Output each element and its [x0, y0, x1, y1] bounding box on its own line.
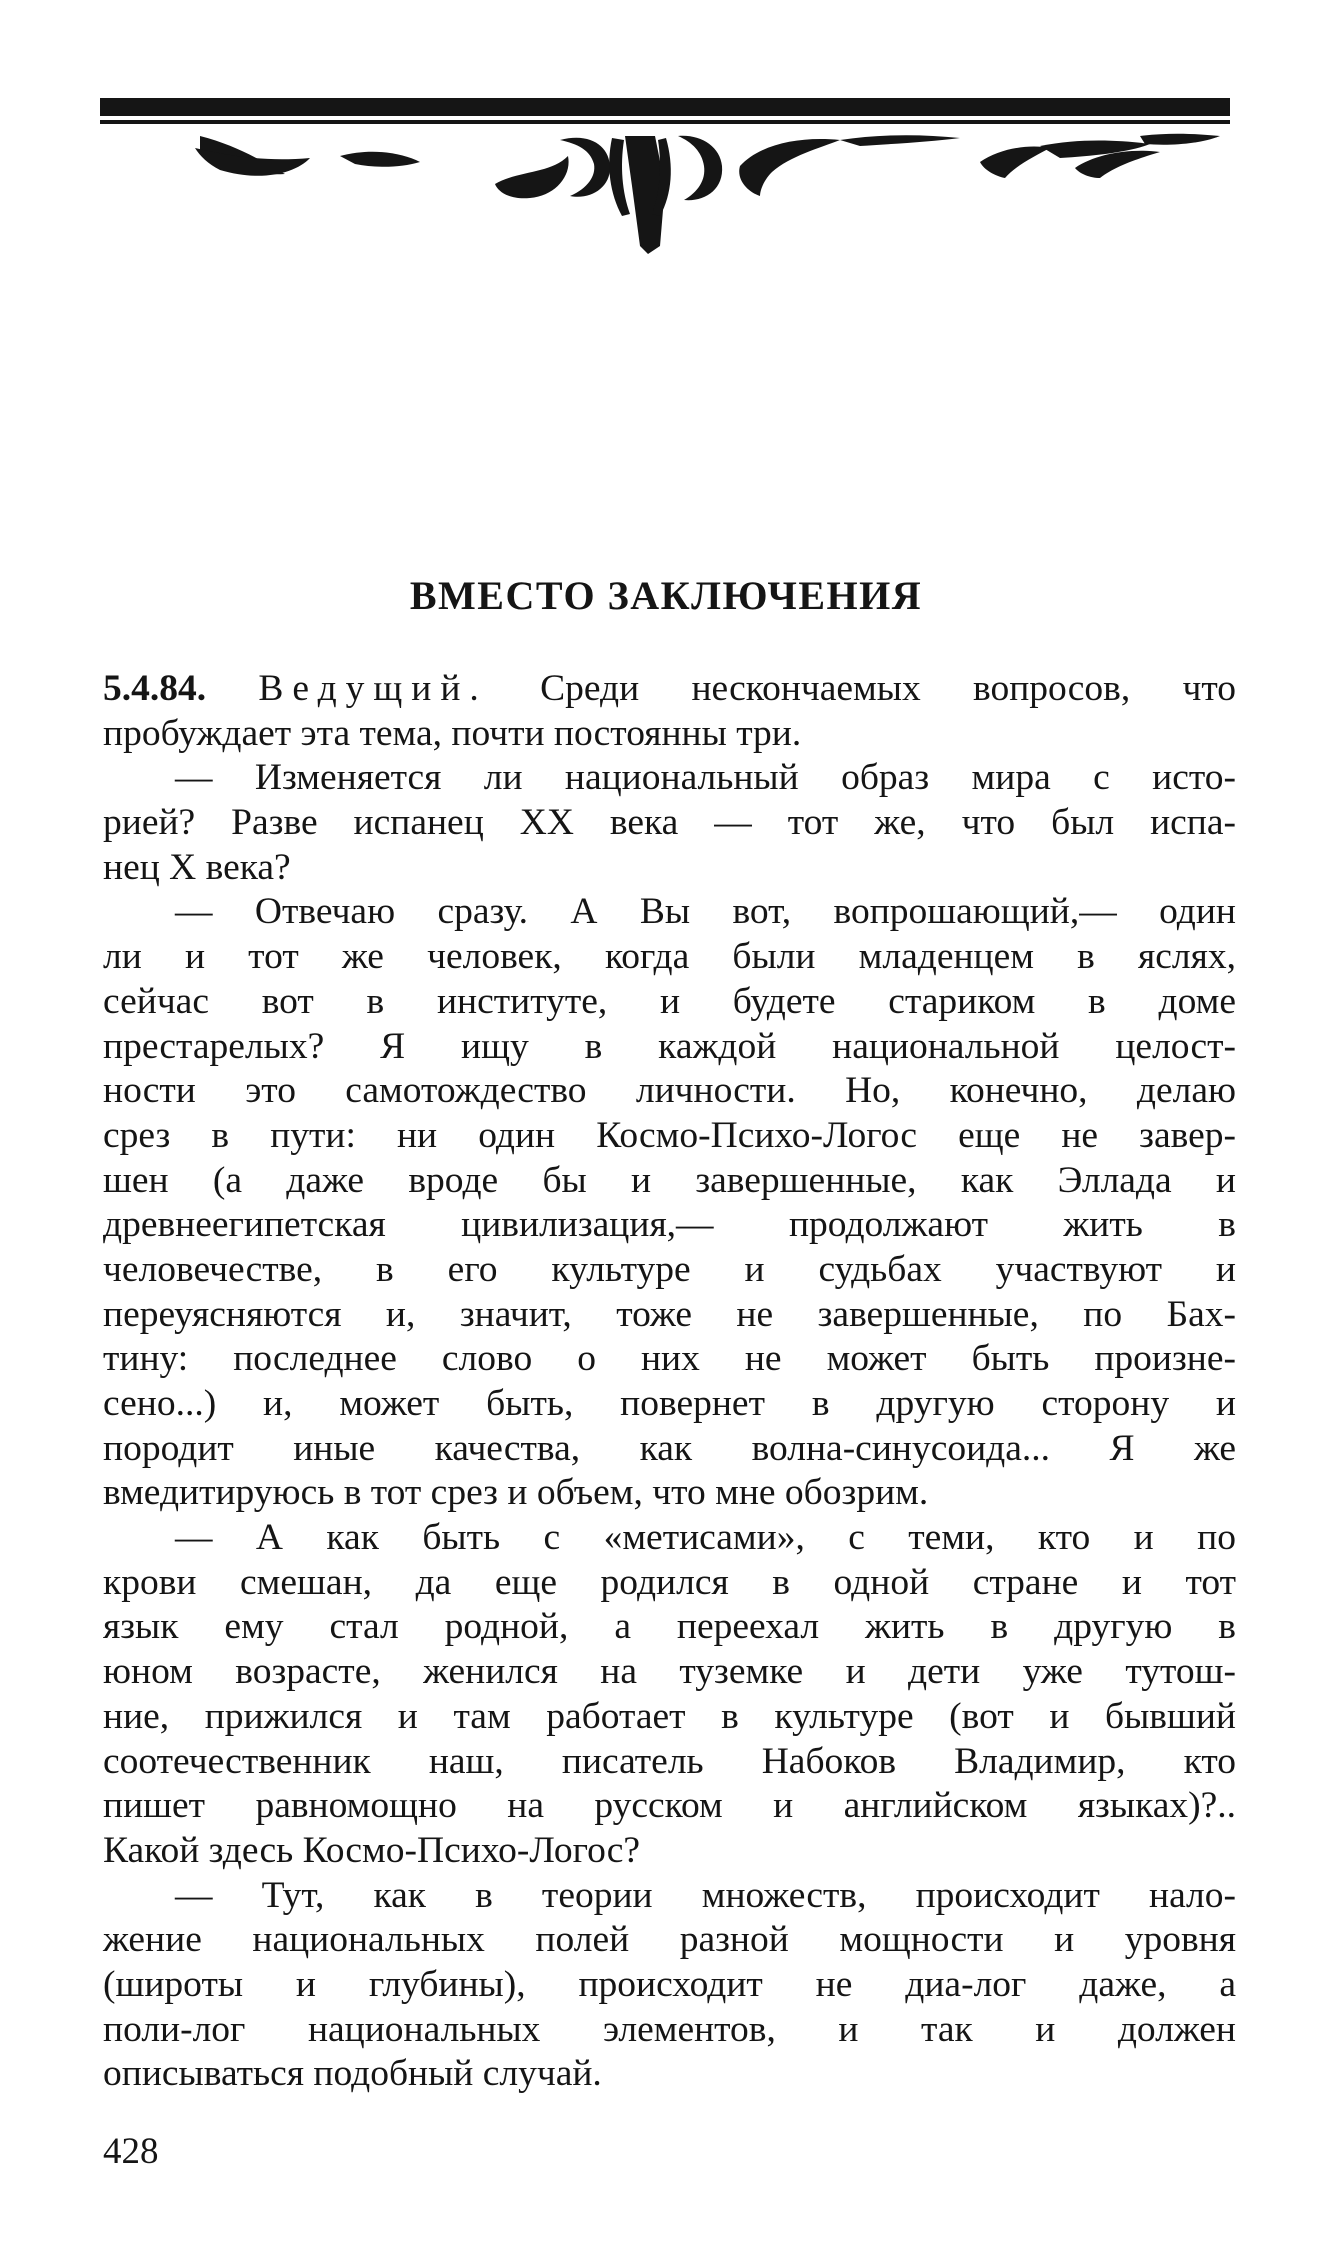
text-line: жение национальных полей разной мощности и уровня: [103, 1919, 1236, 1961]
text-line: соотечественник наш, писатель Набоков Владимир, кто: [103, 1740, 1236, 1782]
text-line: тину: последнее слово о них не может быть произне-: [103, 1338, 1236, 1380]
chapter-title: ВМЕСТО ЗАКЛЮЧЕНИЯ: [409, 573, 923, 618]
text-line: сейчас вот в институте, и будете стариком в доме: [103, 980, 1236, 1022]
text-line: юном возрасте, женился на туземке и дети уже тутош-: [103, 1651, 1236, 1693]
body-text: [103, 667, 1236, 2097]
text-line: Какой здесь Космо-Психо-Логос?: [103, 1829, 641, 1871]
text-line: древнеегипетская цивилизация,— продолжают жить в: [103, 1204, 1236, 1246]
entry-date: 5.4.84.: [103, 668, 207, 709]
text-line: переуясняются и, значит, тоже не завершенные, по Бах-: [103, 1293, 1236, 1335]
text-line: описываться подобный случай.: [103, 2053, 602, 2095]
text-line: (широты и глубины), происходит не диа-лог даже, а: [103, 1963, 1236, 2005]
text-line: язык ему стал родной, а переехал жить в другую в: [103, 1606, 1236, 1648]
page-number: 428: [103, 2131, 159, 2172]
text-line: ли и тот же человек, когда были младенцем в яслях,: [103, 936, 1236, 978]
text-line: — А как быть с «метисами», с теми, кто и по: [175, 1517, 1236, 1559]
ornamental-headpiece: [100, 96, 1230, 256]
text-line: — Изменяется ли национальный образ мира с исто-: [175, 757, 1236, 799]
text-line: поли-лог национальных элементов, и так и должен: [103, 2008, 1236, 2050]
text-line: вмедитируюсь в тот срез и объем, что мне обозрим.: [103, 1472, 929, 1514]
text-line: ние, прижился и там работает в культуре (вот и бывший: [103, 1695, 1236, 1737]
text-line: крови смешан, да еще родился в одной стране и тот: [103, 1561, 1236, 1603]
text-line: ности это самотождество личности. Но, конечно, делаю: [103, 1070, 1236, 1112]
text-line: пишет равномощно на русском и английском языках)?..: [103, 1785, 1236, 1827]
text-line: сено...) и, может быть, повернет в другую сторону и: [103, 1383, 1236, 1424]
text-line: нец X века?: [103, 846, 291, 888]
text-line: срез в пути: ни один Космо-Психо-Логос еще не завер-: [103, 1114, 1236, 1156]
speaker-label: Ведущий.: [258, 668, 488, 709]
text-line: — Тут, как в теории множеств, происходит нало-: [175, 1874, 1236, 1916]
text-line: — Отвечаю сразу. А Вы вот, вопрошающий,— один: [175, 891, 1236, 933]
text-line: рией? Разве испанец XX века — тот же, что был испа-: [103, 802, 1236, 844]
text-line: человечестве, в его культуре и судьбах участвуют и: [103, 1248, 1236, 1290]
text-line: [103, 667, 1236, 712]
text-line: пробуждает эта тема, почти постоянны три.: [103, 712, 802, 754]
text-line: престарелых? Я ищу в каждой национальной целост-: [103, 1025, 1236, 1067]
text-line: шен (а даже вроде бы и завершенные, как Эллада и: [103, 1159, 1236, 1201]
text-fragment: Среди нескончаемых вопросов, что: [540, 668, 1236, 709]
text-line: породит иные качества, как волна-синусоида... Я же: [103, 1427, 1236, 1469]
